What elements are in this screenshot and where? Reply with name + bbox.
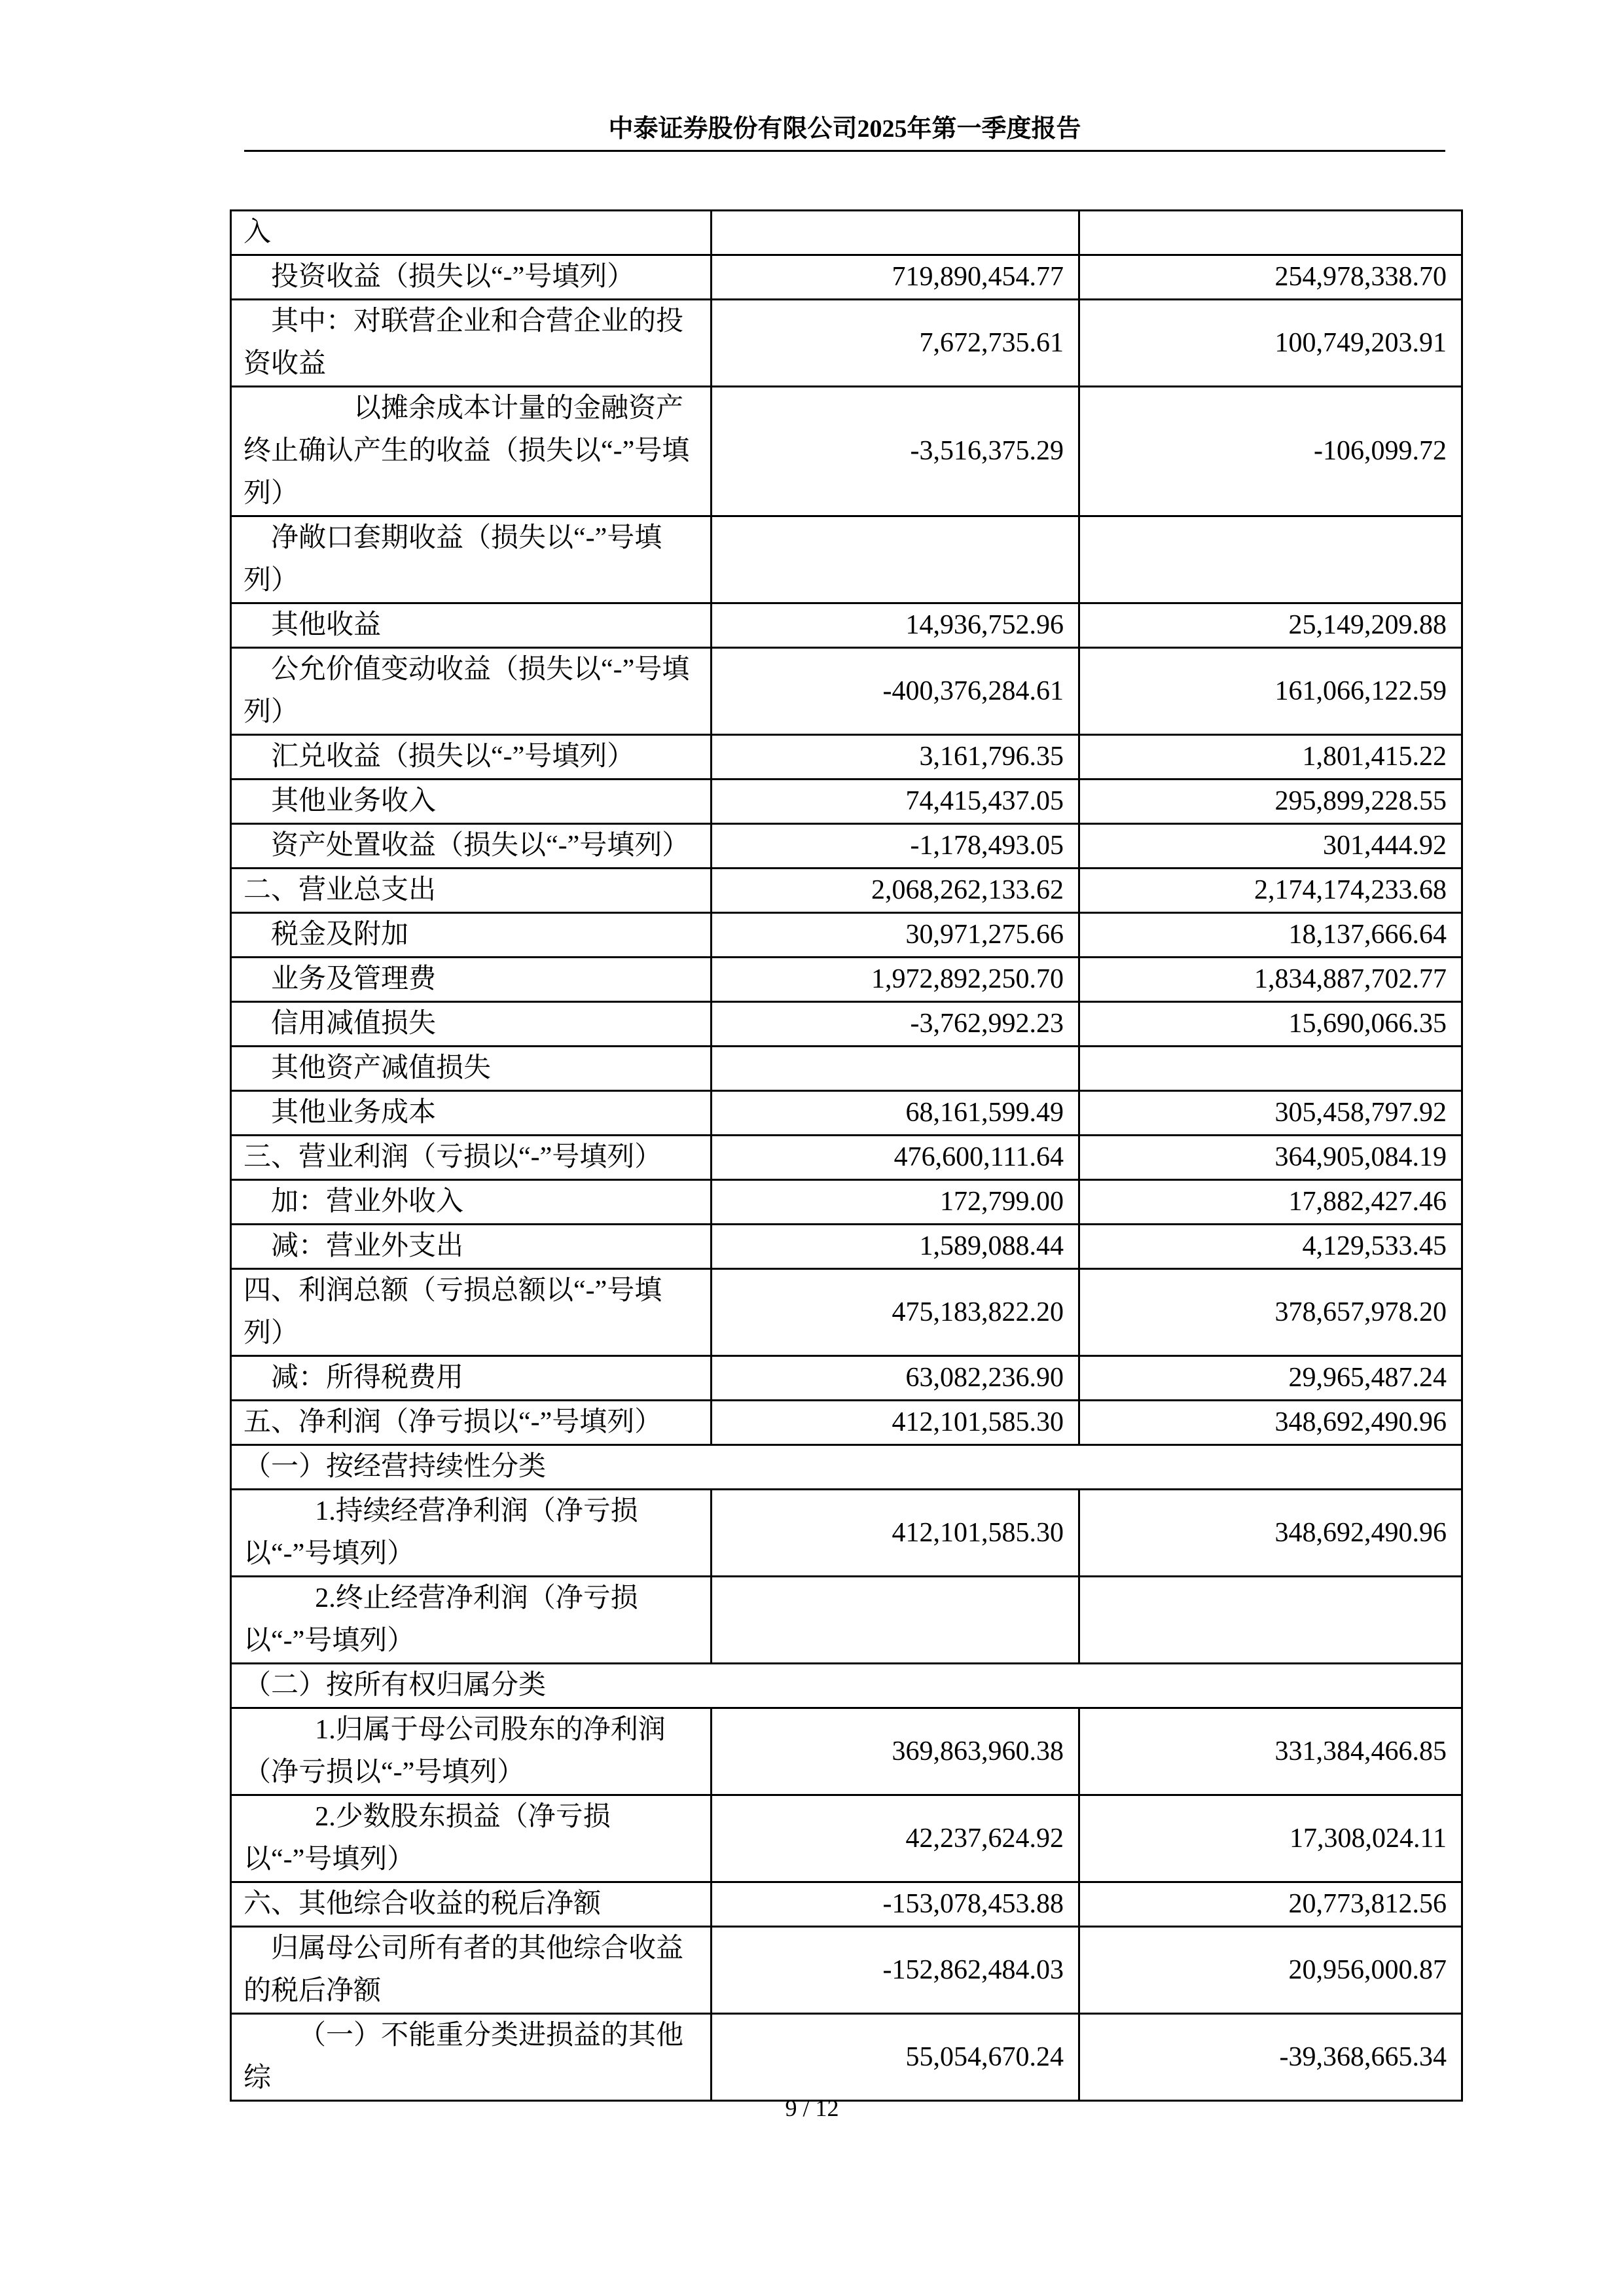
prior-period-value: 1,801,415.22: [1079, 735, 1462, 780]
prior-period-value: 25,149,209.88: [1079, 603, 1462, 648]
current-period-value: 172,799.00: [712, 1180, 1079, 1225]
row-label: 其中：对联营企业和合营企业的投资收益: [231, 300, 712, 387]
table-row: [231, 648, 1462, 735]
row-label: 净敞口套期收益（损失以“-”号填列）: [231, 516, 712, 603]
current-period-value: 475,183,822.20: [712, 1269, 1079, 1356]
table-row: [231, 1047, 1462, 1091]
row-label: 三、营业利润（亏损以“-”号填列）: [231, 1136, 712, 1180]
table-row: [231, 1180, 1462, 1225]
header-divider: [244, 150, 1445, 152]
row-label: 其他收益: [231, 603, 712, 648]
table-row: [231, 1269, 1462, 1356]
current-period-value: [712, 1047, 1079, 1091]
row-label: 归属母公司所有者的其他综合收益的税后净额: [231, 1927, 712, 2014]
table-row: [231, 516, 1462, 603]
prior-period-value: -39,368,665.34: [1079, 2014, 1462, 2101]
table-row: [231, 1356, 1462, 1401]
prior-period-value: 378,657,978.20: [1079, 1269, 1462, 1356]
current-period-value: 1,972,892,250.70: [712, 958, 1079, 1002]
row-label: 四、利润总额（亏损总额以“-”号填列）: [231, 1269, 712, 1356]
row-label: 汇兑收益（损失以“-”号填列）: [231, 735, 712, 780]
table-row: [231, 780, 1462, 824]
table-row: [231, 603, 1462, 648]
current-period-value: 369,863,960.38: [712, 1708, 1079, 1795]
prior-period-value: 331,384,466.85: [1079, 1708, 1462, 1795]
table-row: [231, 913, 1462, 958]
row-label: 五、净利润（净亏损以“-”号填列）: [231, 1401, 712, 1445]
table-row: [231, 958, 1462, 1002]
current-period-value: [712, 211, 1079, 255]
table-row: [231, 1708, 1462, 1795]
current-period-value: 30,971,275.66: [712, 913, 1079, 958]
prior-period-value: 17,308,024.11: [1079, 1795, 1462, 1882]
table-row: [231, 1445, 1462, 1490]
prior-period-value: [1079, 211, 1462, 255]
current-period-value: -1,178,493.05: [712, 824, 1079, 869]
row-label: 以摊余成本计量的金融资产终止确认产生的收益（损失以“-”号填列）: [231, 387, 712, 516]
table-row: [231, 300, 1462, 387]
prior-period-value: 100,749,203.91: [1079, 300, 1462, 387]
current-period-value: -152,862,484.03: [712, 1927, 1079, 2014]
prior-period-value: 2,174,174,233.68: [1079, 869, 1462, 913]
table-row: [231, 1664, 1462, 1708]
table-row: [231, 1882, 1462, 1927]
row-label: （一）按经营持续性分类: [231, 1445, 1462, 1490]
table-row: [231, 1401, 1462, 1445]
current-period-value: 2,068,262,133.62: [712, 869, 1079, 913]
prior-period-value: 305,458,797.92: [1079, 1091, 1462, 1136]
prior-period-value: 295,899,228.55: [1079, 780, 1462, 824]
row-label: （二）按所有权归属分类: [231, 1664, 1462, 1708]
current-period-value: 14,936,752.96: [712, 603, 1079, 648]
prior-period-value: [1079, 516, 1462, 603]
row-label: （一）不能重分类进损益的其他综: [231, 2014, 712, 2101]
row-label: 二、营业总支出: [231, 869, 712, 913]
row-label: 公允价值变动收益（损失以“-”号填列）: [231, 648, 712, 735]
row-label: 其他资产减值损失: [231, 1047, 712, 1091]
table-row: [231, 255, 1462, 300]
row-label: 1.归属于母公司股东的净利润（净亏损以“-”号填列）: [231, 1708, 712, 1795]
table-row: [231, 824, 1462, 869]
table-row: [231, 1136, 1462, 1180]
row-label: 1.持续经营净利润（净亏损以“-”号填列）: [231, 1490, 712, 1577]
current-period-value: -3,762,992.23: [712, 1002, 1079, 1047]
current-period-value: 68,161,599.49: [712, 1091, 1079, 1136]
row-label: 六、其他综合收益的税后净额: [231, 1882, 712, 1927]
table-row: [231, 735, 1462, 780]
prior-period-value: 15,690,066.35: [1079, 1002, 1462, 1047]
current-period-value: 7,672,735.61: [712, 300, 1079, 387]
row-label: 入: [231, 211, 712, 255]
table-row: [231, 1091, 1462, 1136]
table-row: [231, 211, 1462, 255]
table-row: [231, 1795, 1462, 1882]
prior-period-value: 29,965,487.24: [1079, 1356, 1462, 1401]
current-period-value: 74,415,437.05: [712, 780, 1079, 824]
table-row: [231, 387, 1462, 516]
prior-period-value: 17,882,427.46: [1079, 1180, 1462, 1225]
row-label: 2.终止经营净利润（净亏损以“-”号填列）: [231, 1577, 712, 1664]
table-row: [231, 869, 1462, 913]
prior-period-value: [1079, 1047, 1462, 1091]
report-header-title: 中泰证券股份有限公司2025年第一季度报告: [608, 115, 1081, 143]
current-period-value: -3,516,375.29: [712, 387, 1079, 516]
prior-period-value: 4,129,533.45: [1079, 1225, 1462, 1269]
prior-period-value: 348,692,490.96: [1079, 1490, 1462, 1577]
prior-period-value: 1,834,887,702.77: [1079, 958, 1462, 1002]
row-label: 税金及附加: [231, 913, 712, 958]
table-row: [231, 2014, 1462, 2101]
current-period-value: 412,101,585.30: [712, 1490, 1079, 1577]
prior-period-value: 161,066,122.59: [1079, 648, 1462, 735]
prior-period-value: [1079, 1577, 1462, 1664]
prior-period-value: 254,978,338.70: [1079, 255, 1462, 300]
current-period-value: 55,054,670.24: [712, 2014, 1079, 2101]
row-label: 资产处置收益（损失以“-”号填列）: [231, 824, 712, 869]
page-number: 9 / 12: [785, 2095, 839, 2121]
row-label: 信用减值损失: [231, 1002, 712, 1047]
table-row: [231, 1002, 1462, 1047]
current-period-value: [712, 516, 1079, 603]
prior-period-value: 301,444.92: [1079, 824, 1462, 869]
table-row: [231, 1927, 1462, 2014]
table-row: [231, 1577, 1462, 1664]
prior-period-value: 348,692,490.96: [1079, 1401, 1462, 1445]
table-row: [231, 1225, 1462, 1269]
row-label: 减：所得税费用: [231, 1356, 712, 1401]
current-period-value: -400,376,284.61: [712, 648, 1079, 735]
prior-period-value: 20,956,000.87: [1079, 1927, 1462, 2014]
current-period-value: 42,237,624.92: [712, 1795, 1079, 1882]
prior-period-value: 18,137,666.64: [1079, 913, 1462, 958]
current-period-value: 476,600,111.64: [712, 1136, 1079, 1180]
current-period-value: 3,161,796.35: [712, 735, 1079, 780]
prior-period-value: 20,773,812.56: [1079, 1882, 1462, 1927]
current-period-value: [712, 1577, 1079, 1664]
prior-period-value: -106,099.72: [1079, 387, 1462, 516]
current-period-value: 412,101,585.30: [712, 1401, 1079, 1445]
current-period-value: 1,589,088.44: [712, 1225, 1079, 1269]
row-label: 2.少数股东损益（净亏损以“-”号填列）: [231, 1795, 712, 1882]
prior-period-value: 364,905,084.19: [1079, 1136, 1462, 1180]
row-label: 减：营业外支出: [231, 1225, 712, 1269]
row-label: 业务及管理费: [231, 958, 712, 1002]
current-period-value: 719,890,454.77: [712, 255, 1079, 300]
row-label: 加：营业外收入: [231, 1180, 712, 1225]
income-statement-table: [230, 209, 1463, 2102]
table-row: [231, 1490, 1462, 1577]
row-label: 其他业务收入: [231, 780, 712, 824]
current-period-value: 63,082,236.90: [712, 1356, 1079, 1401]
row-label: 投资收益（损失以“-”号填列）: [231, 255, 712, 300]
current-period-value: -153,078,453.88: [712, 1882, 1079, 1927]
row-label: 其他业务成本: [231, 1091, 712, 1136]
